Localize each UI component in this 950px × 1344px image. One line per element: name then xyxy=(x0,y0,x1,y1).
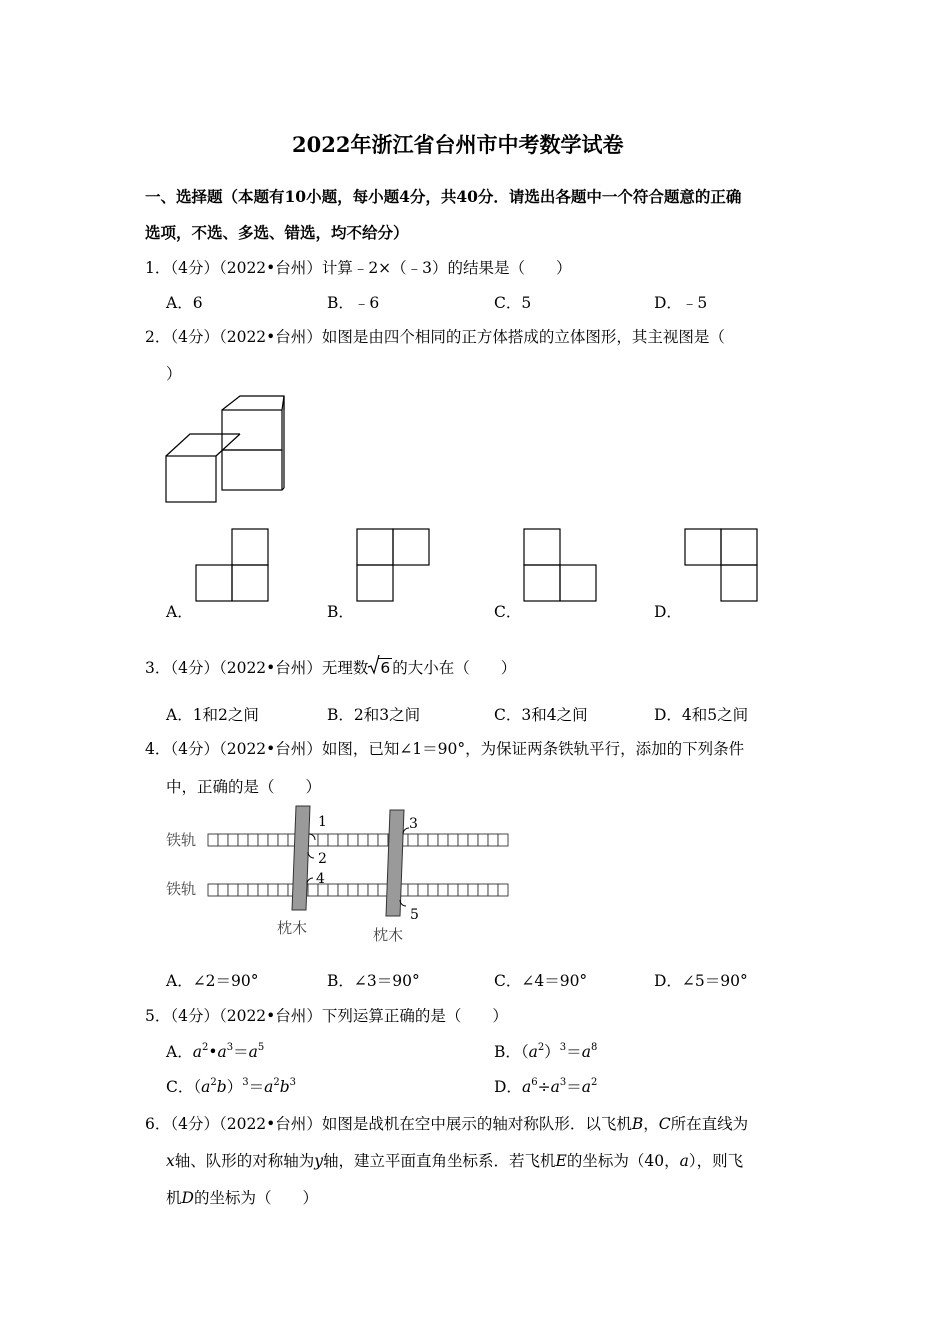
rail-segment xyxy=(318,834,328,846)
rail-label-bottom: 铁轨 xyxy=(166,880,197,898)
question-1: 1．（4分）（2022•台州）计算﹣2×（﹣3）的结果是（ ） xyxy=(145,259,572,277)
sleeper-right xyxy=(386,810,404,916)
rail-segment xyxy=(458,884,468,896)
q5-option-a: A．$a^2•a^3=a^5$ xyxy=(166,1042,265,1061)
question-6-line2 xyxy=(166,1149,743,1171)
rail-segment xyxy=(208,834,218,846)
sleeper-label-left: 枕木 xyxy=(277,919,308,937)
rail-segment xyxy=(368,884,378,896)
rail-segment xyxy=(358,834,368,846)
rail-segment xyxy=(498,884,508,896)
angle-arc-2 xyxy=(308,852,314,858)
question-4-line2: 中，正确的是（ ） xyxy=(166,778,322,796)
q6-var-x: x xyxy=(166,1152,175,1170)
rail-segment xyxy=(448,834,458,846)
question-3 xyxy=(145,656,516,678)
q1-option-b: B．﹣6 xyxy=(327,294,380,312)
rail-segment xyxy=(358,884,368,896)
q3-option-c: C．3和4之间 xyxy=(494,706,588,724)
q3-option-a: A．1和2之间 xyxy=(166,706,259,724)
rail-segment xyxy=(468,834,478,846)
q6-var-y: y xyxy=(314,1152,324,1170)
question-2-line2: ） xyxy=(166,365,182,383)
q6-var-d: D xyxy=(181,1189,194,1207)
q3-radicand: 6 xyxy=(380,659,391,677)
rail-segment xyxy=(438,834,448,846)
rail-label-top: 铁轨 xyxy=(166,831,197,849)
q4-option-d: D．∠5＝90° xyxy=(654,972,748,990)
rail-segment xyxy=(408,834,418,846)
q6-var-a: a xyxy=(679,1152,689,1170)
q3-suffix: 的大小在（ ） xyxy=(392,659,517,677)
rail-segment xyxy=(248,884,258,896)
question-5: 5．（4分）（2022•台州）下列运算正确的是（ ） xyxy=(145,1007,508,1025)
q5-option-c-label: C． xyxy=(166,1078,194,1096)
angle-label-5: 5 xyxy=(410,907,419,923)
q6-text: ），则飞 xyxy=(688,1152,744,1170)
question-4-line1: 4．（4分）（2022•台州）如图，已知∠1＝90°，为保证两条铁轨平行，添加的下列条件 xyxy=(145,740,745,758)
q6-var-b: B xyxy=(631,1115,644,1133)
question-6-line1 xyxy=(145,1112,748,1134)
rail-segment xyxy=(218,884,228,896)
angle-arc-4 xyxy=(307,878,313,884)
rail-segment xyxy=(238,884,248,896)
rail-segment xyxy=(418,884,428,896)
rail-segment xyxy=(228,834,238,846)
angle-label-2: 2 xyxy=(318,851,327,867)
q2-option-a-figure xyxy=(195,528,271,604)
rail-segment xyxy=(368,834,378,846)
rail-segment xyxy=(438,884,448,896)
rail-segment xyxy=(328,834,338,846)
q6-text: 轴、队形的对称轴为 xyxy=(174,1152,315,1170)
q4-option-b: B．∠3＝90° xyxy=(327,972,420,990)
q5-option-b: B．$(a^2)^3=a^8$ xyxy=(494,1042,598,1061)
section-header-line1: 一、选择题（本题有10小题，每小题4分，共40分．请选出各题中一个符合题意的正确 xyxy=(145,187,742,206)
q5-option-c: C．$(a^2b)^3=a^2b^3$ xyxy=(166,1077,297,1096)
q1-option-d: D．﹣5 xyxy=(654,294,708,312)
question-2-line1: 2．（4分）（2022•台州）如图是由四个相同的正方体搭成的立体图形，其主视图是（ xyxy=(145,328,725,346)
rail-segment xyxy=(458,834,468,846)
q2-option-c-label: C． xyxy=(494,603,522,621)
rail-segment xyxy=(278,834,288,846)
q4-option-c: C．∠4＝90° xyxy=(494,972,588,990)
rail-segment xyxy=(258,884,268,896)
rail-segment xyxy=(338,834,348,846)
angle-label-1: 1 xyxy=(318,814,327,830)
q2-option-d-label: D． xyxy=(654,603,682,621)
rail-segment xyxy=(228,884,238,896)
rail-segment xyxy=(348,884,358,896)
rail-segment xyxy=(278,884,288,896)
q6-text: 6．（4分）（2022•台州）如图是战机在空中展示的轴对称队形．以飞机 xyxy=(145,1115,632,1133)
q6-text: 所在直线为 xyxy=(670,1115,749,1133)
rail-segment xyxy=(488,884,498,896)
sleeper-label-right: 枕木 xyxy=(373,926,404,944)
rail-segment xyxy=(378,834,388,846)
rail-segment xyxy=(258,834,268,846)
rail-segment xyxy=(428,834,438,846)
rail-segment xyxy=(468,884,478,896)
page-title: 2022年浙江省台州市中考数学试卷 xyxy=(292,132,624,157)
q2-option-c-figure xyxy=(523,528,599,604)
rail-segment xyxy=(478,834,488,846)
q6-text: 轴，建立平面直角坐标系．若飞机 xyxy=(323,1152,556,1170)
q5-option-d-label: D． xyxy=(494,1078,522,1096)
q4-rail-figure xyxy=(208,804,508,923)
rail-segment xyxy=(348,834,358,846)
angle-label-3: 3 xyxy=(409,816,418,832)
q6-text: 的坐标为（ ） xyxy=(193,1189,318,1207)
rail-segment xyxy=(238,834,248,846)
q3-sqrt xyxy=(368,659,392,677)
q6-var-e: E xyxy=(555,1152,567,1170)
q1-option-c: C．5 xyxy=(494,294,532,312)
rail-segment xyxy=(488,834,498,846)
angle-label-4: 4 xyxy=(316,871,325,887)
rail-segment xyxy=(268,884,278,896)
q2-option-d-figure xyxy=(684,528,760,604)
rail-segment xyxy=(448,884,458,896)
q3-option-d: D．4和5之间 xyxy=(654,706,749,724)
q2-option-b-figure xyxy=(356,528,432,604)
q5-option-b-label: B． xyxy=(494,1043,521,1061)
rail-segment xyxy=(408,884,418,896)
q5-option-a-label: A． xyxy=(166,1043,193,1061)
q2-option-b-label: B． xyxy=(327,603,354,621)
q6-text: 机 xyxy=(166,1189,182,1207)
rail-segment xyxy=(498,834,508,846)
rail-segment xyxy=(218,834,228,846)
q3-option-b: B．2和3之间 xyxy=(327,706,421,724)
q2-option-a-label: A． xyxy=(166,603,193,621)
q5-option-d: D．$a^6\div a^3=a^2$ xyxy=(494,1077,598,1096)
rail-segment xyxy=(428,884,438,896)
q6-var-c: C xyxy=(658,1115,671,1133)
rail-segment xyxy=(418,834,428,846)
rail-segment xyxy=(338,884,348,896)
q4-option-a: A．∠2＝90° xyxy=(166,972,259,990)
rail-segment xyxy=(268,834,278,846)
q1-option-a: A．6 xyxy=(166,294,203,312)
rail-segment xyxy=(248,834,258,846)
q6-text: ， xyxy=(643,1115,659,1133)
q3-prefix: 3．（4分）（2022•台州）无理数 xyxy=(145,659,369,677)
q6-text: 的坐标为（40， xyxy=(566,1152,680,1170)
question-6-line3 xyxy=(166,1186,318,1208)
rail-segment xyxy=(478,884,488,896)
q2-cube-figure xyxy=(160,394,290,504)
rail-segment xyxy=(328,884,338,896)
section-header-line2: 选项，不选、多选、错选，均不给分） xyxy=(145,223,409,242)
rail-segment xyxy=(208,884,218,896)
